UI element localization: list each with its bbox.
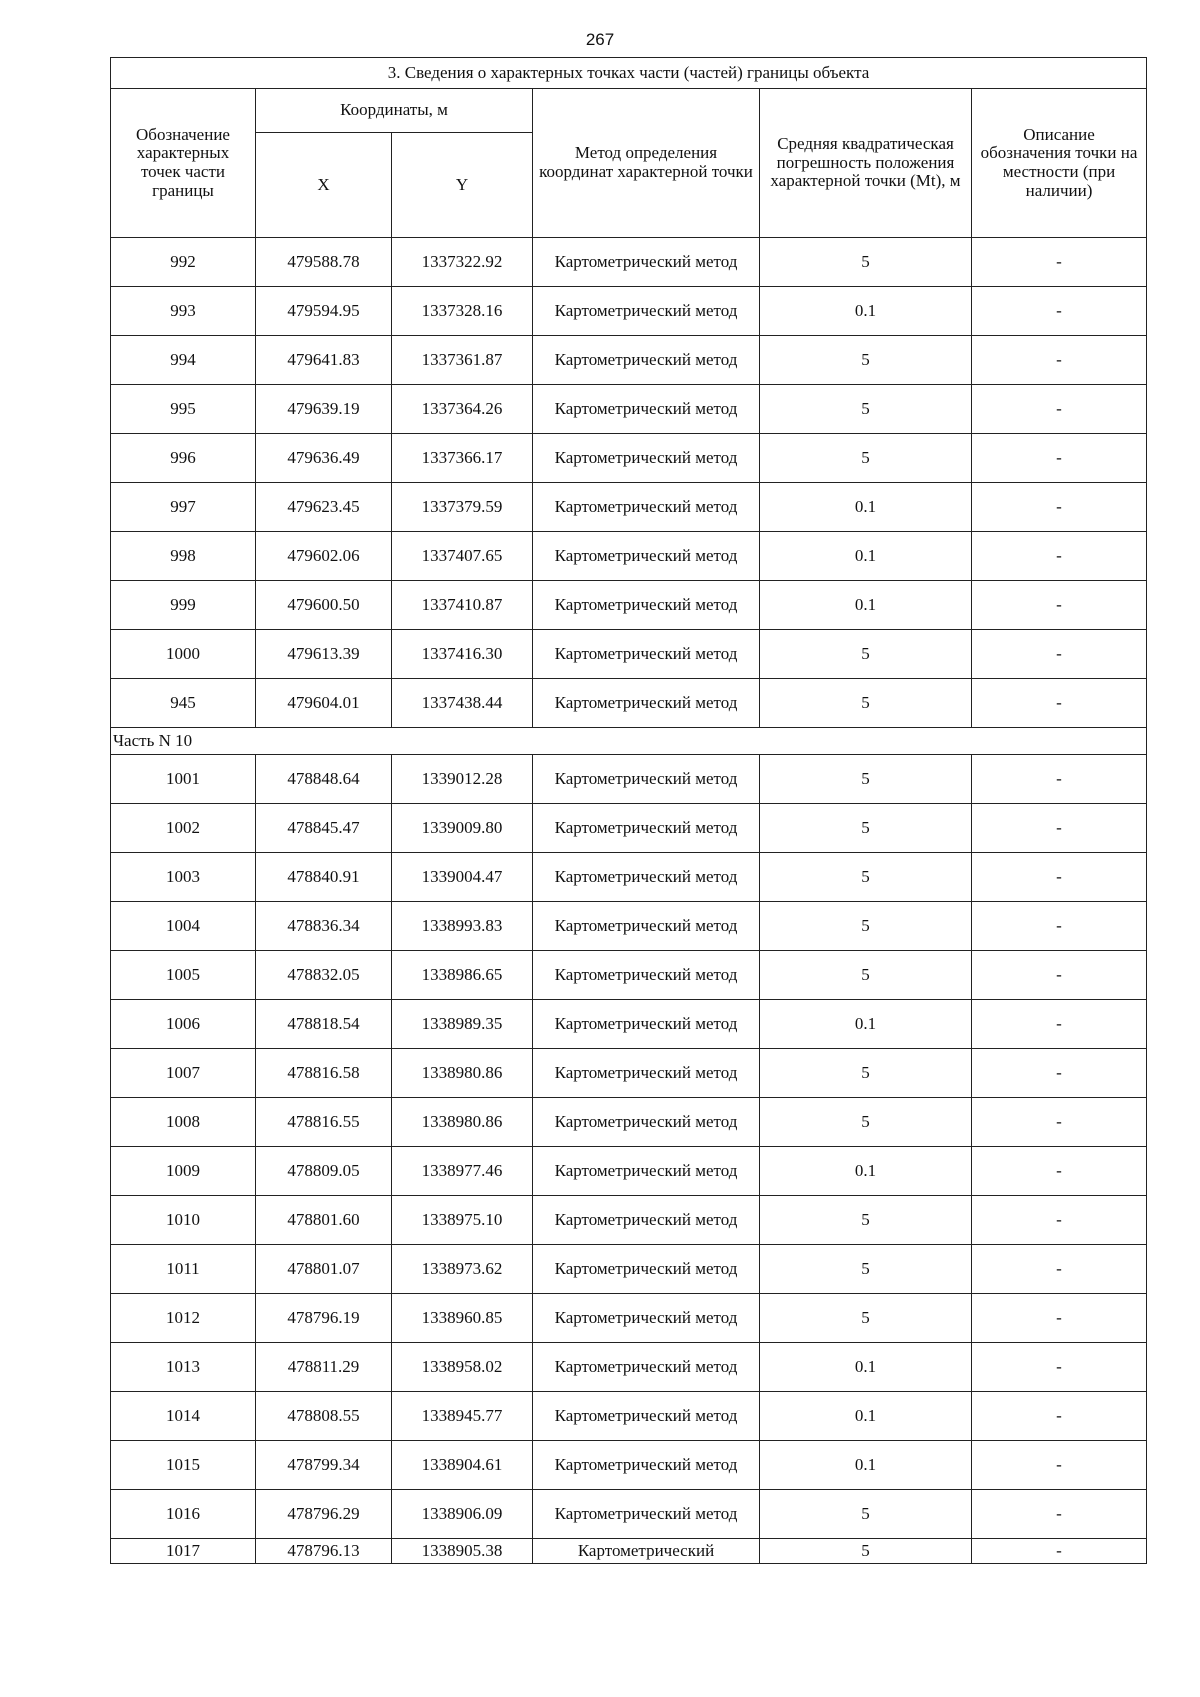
description-cell: -: [972, 385, 1147, 434]
table-row: [111, 1000, 1147, 1049]
point-id-cell: 1017: [111, 1539, 256, 1564]
point-id-cell: 1003: [111, 853, 256, 902]
method-cell: [533, 532, 760, 581]
method-cell-text: Картометрический метод: [554, 595, 738, 615]
x-coordinate-cell: 478796.19: [256, 1294, 392, 1343]
point-id-cell: 993: [111, 287, 256, 336]
method-cell-text: Картометрический метод: [554, 1259, 738, 1279]
description-cell: -: [972, 951, 1147, 1000]
table-row: [111, 287, 1147, 336]
error-cell: 5: [760, 1245, 972, 1294]
table-row: [111, 532, 1147, 581]
x-coordinate-cell: 478818.54: [256, 1000, 392, 1049]
method-cell: [533, 755, 760, 804]
y-coordinate-cell: 1338986.65: [392, 951, 533, 1000]
description-cell: -: [972, 238, 1147, 287]
point-id-cell: 1014: [111, 1392, 256, 1441]
method-cell-text: Картометрический метод: [554, 546, 738, 566]
description-cell: -: [972, 1343, 1147, 1392]
method-cell-text: Картометрический метод: [554, 301, 738, 321]
y-coordinate-cell: 1337328.16: [392, 287, 533, 336]
description-cell: -: [972, 1490, 1147, 1539]
method-cell-text: Картометрический метод: [554, 818, 738, 838]
error-cell: 5: [760, 902, 972, 951]
point-id-cell: 1011: [111, 1245, 256, 1294]
y-coordinate-cell: 1338905.38: [392, 1539, 533, 1564]
method-cell-text: Картометрический метод: [554, 693, 738, 713]
method-cell: [533, 1000, 760, 1049]
method-cell: [533, 1294, 760, 1343]
point-id-cell: 1002: [111, 804, 256, 853]
point-id-cell: 1010: [111, 1196, 256, 1245]
error-cell: 5: [760, 238, 972, 287]
error-cell: 5: [760, 1294, 972, 1343]
y-coordinate-cell: 1338958.02: [392, 1343, 533, 1392]
description-cell: -: [972, 853, 1147, 902]
error-cell: 5: [760, 951, 972, 1000]
point-id-cell: 1009: [111, 1147, 256, 1196]
method-cell: [533, 853, 760, 902]
table-title: 3. Сведения о характерных точках части (частей) границы объекта: [111, 58, 1147, 89]
description-cell: -: [972, 804, 1147, 853]
method-cell: [533, 385, 760, 434]
method-cell: [533, 1539, 760, 1564]
point-id-cell: 999: [111, 581, 256, 630]
table-row: [111, 1392, 1147, 1441]
x-coordinate-cell: 478796.13: [256, 1539, 392, 1564]
point-id-cell: 992: [111, 238, 256, 287]
table-row: [111, 951, 1147, 1000]
x-coordinate-cell: 478845.47: [256, 804, 392, 853]
error-cell: 5: [760, 1539, 972, 1564]
error-cell: 5: [760, 1490, 972, 1539]
description-cell: -: [972, 1049, 1147, 1098]
method-cell-text: Картометрический метод: [554, 1455, 738, 1475]
method-cell: [533, 1098, 760, 1147]
description-cell: -: [972, 1147, 1147, 1196]
y-coordinate-cell: 1338960.85: [392, 1294, 533, 1343]
page-number: 267: [585, 30, 615, 49]
error-cell: 5: [760, 1196, 972, 1245]
y-coordinate-cell: 1338906.09: [392, 1490, 533, 1539]
header-method: Метод определения координат характерной точки: [533, 89, 760, 238]
table-row: [111, 1098, 1147, 1147]
point-id-cell: 1006: [111, 1000, 256, 1049]
method-cell-text: Картометрический метод: [554, 497, 738, 517]
method-cell: [533, 951, 760, 1000]
error-cell: 5: [760, 385, 972, 434]
x-coordinate-cell: 478816.55: [256, 1098, 392, 1147]
y-coordinate-cell: 1337366.17: [392, 434, 533, 483]
method-cell-text: Картометрический метод: [554, 1063, 738, 1083]
table-row: [111, 1245, 1147, 1294]
point-id-cell: 1008: [111, 1098, 256, 1147]
table-row: [111, 679, 1147, 728]
x-coordinate-cell: 478832.05: [256, 951, 392, 1000]
description-cell: -: [972, 1245, 1147, 1294]
method-cell: [533, 1490, 760, 1539]
method-cell: [533, 902, 760, 951]
method-cell-text: Картометрический метод: [554, 1308, 738, 1328]
method-cell: [533, 581, 760, 630]
x-coordinate-cell: 478836.34: [256, 902, 392, 951]
method-cell: [533, 434, 760, 483]
table-row: [111, 902, 1147, 951]
point-id-cell: 1005: [111, 951, 256, 1000]
description-cell: -: [972, 532, 1147, 581]
x-coordinate-cell: 479594.95: [256, 287, 392, 336]
y-coordinate-cell: 1339004.47: [392, 853, 533, 902]
x-coordinate-cell: 478801.07: [256, 1245, 392, 1294]
method-cell: [533, 1147, 760, 1196]
error-cell: 5: [760, 1098, 972, 1147]
point-id-cell: 998: [111, 532, 256, 581]
table-row: [111, 385, 1147, 434]
point-id-cell: 1012: [111, 1294, 256, 1343]
y-coordinate-cell: 1337322.92: [392, 238, 533, 287]
method-cell-text: Картометрический метод: [554, 1504, 738, 1524]
point-id-cell: 1013: [111, 1343, 256, 1392]
method-cell: [533, 1196, 760, 1245]
section-row: [111, 728, 1147, 755]
y-coordinate-cell: 1338993.83: [392, 902, 533, 951]
error-cell: 0.1: [760, 1392, 972, 1441]
description-cell: -: [972, 581, 1147, 630]
y-coordinate-cell: 1337407.65: [392, 532, 533, 581]
error-cell: 5: [760, 853, 972, 902]
table-row: [111, 755, 1147, 804]
method-cell: [533, 1245, 760, 1294]
table-row: [111, 853, 1147, 902]
error-cell: 0.1: [760, 581, 972, 630]
description-cell: -: [972, 1392, 1147, 1441]
section-label: Часть N 10: [111, 728, 1147, 755]
y-coordinate-cell: 1338904.61: [392, 1441, 533, 1490]
y-coordinate-cell: 1337410.87: [392, 581, 533, 630]
method-cell: [533, 287, 760, 336]
table-row: [111, 1441, 1147, 1490]
point-id-cell: 1001: [111, 755, 256, 804]
x-coordinate-cell: 478816.58: [256, 1049, 392, 1098]
header-x: X: [256, 133, 392, 238]
table-row: [111, 483, 1147, 532]
error-cell: 0.1: [760, 1000, 972, 1049]
y-coordinate-cell: 1338977.46: [392, 1147, 533, 1196]
method-cell-text: Картометрический метод: [554, 448, 738, 468]
point-id-cell: 996: [111, 434, 256, 483]
y-coordinate-cell: 1338975.10: [392, 1196, 533, 1245]
error-cell: 0.1: [760, 1147, 972, 1196]
method-cell: [533, 1049, 760, 1098]
table-row: [111, 630, 1147, 679]
y-coordinate-cell: 1338973.62: [392, 1245, 533, 1294]
table-row: [111, 1539, 1147, 1564]
x-coordinate-cell: 478808.55: [256, 1392, 392, 1441]
description-cell: -: [972, 483, 1147, 532]
method-cell-text: Картометрический метод: [554, 252, 738, 272]
y-coordinate-cell: 1339012.28: [392, 755, 533, 804]
description-cell: -: [972, 630, 1147, 679]
point-id-cell: 1007: [111, 1049, 256, 1098]
method-cell-text: Картометрический: [577, 1541, 715, 1561]
method-cell-text: Картометрический метод: [554, 1161, 738, 1181]
y-coordinate-cell: 1338980.86: [392, 1049, 533, 1098]
description-cell: -: [972, 1441, 1147, 1490]
y-coordinate-cell: 1339009.80: [392, 804, 533, 853]
x-coordinate-cell: 478811.29: [256, 1343, 392, 1392]
table-row: [111, 1490, 1147, 1539]
method-cell-text: Картометрический метод: [554, 965, 738, 985]
point-id-cell: 994: [111, 336, 256, 385]
method-cell-text: Картометрический метод: [554, 1210, 738, 1230]
header-designation: Обозначение характерных точек части границы: [111, 89, 256, 238]
boundary-points-table: [110, 57, 1147, 1564]
error-cell: 0.1: [760, 1343, 972, 1392]
method-cell: [533, 483, 760, 532]
description-cell: -: [972, 679, 1147, 728]
method-cell: [533, 630, 760, 679]
x-coordinate-cell: 478796.29: [256, 1490, 392, 1539]
point-id-cell: 1016: [111, 1490, 256, 1539]
table-row: [111, 1294, 1147, 1343]
y-coordinate-cell: 1337379.59: [392, 483, 533, 532]
method-cell-text: Картометрический метод: [554, 350, 738, 370]
method-cell: [533, 1441, 760, 1490]
x-coordinate-cell: 479588.78: [256, 238, 392, 287]
table-row: [111, 581, 1147, 630]
error-cell: 5: [760, 804, 972, 853]
description-cell: -: [972, 902, 1147, 951]
y-coordinate-cell: 1337416.30: [392, 630, 533, 679]
point-id-cell: 945: [111, 679, 256, 728]
x-coordinate-cell: 478799.34: [256, 1441, 392, 1490]
description-cell: -: [972, 1000, 1147, 1049]
method-cell-text: Картометрический метод: [554, 1357, 738, 1377]
method-cell: [533, 1343, 760, 1392]
point-id-cell: 995: [111, 385, 256, 434]
x-coordinate-cell: 479623.45: [256, 483, 392, 532]
error-cell: 5: [760, 1049, 972, 1098]
description-cell: -: [972, 336, 1147, 385]
error-cell: 0.1: [760, 532, 972, 581]
description-cell: -: [972, 1294, 1147, 1343]
table-row: [111, 1343, 1147, 1392]
x-coordinate-cell: 479613.39: [256, 630, 392, 679]
x-coordinate-cell: 479604.01: [256, 679, 392, 728]
point-id-cell: 1004: [111, 902, 256, 951]
header-row: [111, 89, 1147, 133]
x-coordinate-cell: 479636.49: [256, 434, 392, 483]
y-coordinate-cell: 1338989.35: [392, 1000, 533, 1049]
x-coordinate-cell: 478801.60: [256, 1196, 392, 1245]
method-cell: [533, 336, 760, 385]
error-cell: 5: [760, 755, 972, 804]
y-coordinate-cell: 1338945.77: [392, 1392, 533, 1441]
error-cell: 0.1: [760, 287, 972, 336]
header-error: Средняя квадратическая погрешность положения характерной точки (Mt), м: [760, 89, 972, 238]
x-coordinate-cell: 479602.06: [256, 532, 392, 581]
method-cell-text: Картометрический метод: [554, 399, 738, 419]
error-cell: 5: [760, 630, 972, 679]
method-cell-text: Картометрический метод: [554, 644, 738, 664]
description-cell: -: [972, 1196, 1147, 1245]
error-cell: 5: [760, 336, 972, 385]
method-cell-text: Картометрический метод: [554, 867, 738, 887]
table-row: [111, 336, 1147, 385]
table-title-row: [111, 58, 1147, 89]
method-cell-text: Картометрический метод: [554, 769, 738, 789]
description-cell: -: [972, 1098, 1147, 1147]
method-cell: [533, 238, 760, 287]
header-description: Описание обозначения точки на местности (при наличии): [972, 89, 1147, 238]
point-id-cell: 997: [111, 483, 256, 532]
point-id-cell: 1015: [111, 1441, 256, 1490]
error-cell: 0.1: [760, 1441, 972, 1490]
method-cell-text: Картометрический метод: [554, 1406, 738, 1426]
y-coordinate-cell: 1337438.44: [392, 679, 533, 728]
y-coordinate-cell: 1337364.26: [392, 385, 533, 434]
method-cell-text: Картометрический метод: [554, 916, 738, 936]
description-cell: -: [972, 434, 1147, 483]
x-coordinate-cell: 479639.19: [256, 385, 392, 434]
table-row: [111, 1147, 1147, 1196]
table-row: [111, 434, 1147, 483]
method-cell: [533, 804, 760, 853]
x-coordinate-cell: 478809.05: [256, 1147, 392, 1196]
y-coordinate-cell: 1337361.87: [392, 336, 533, 385]
x-coordinate-cell: 478840.91: [256, 853, 392, 902]
table-row: [111, 1049, 1147, 1098]
description-cell: -: [972, 755, 1147, 804]
method-cell: [533, 679, 760, 728]
table-row: [111, 238, 1147, 287]
x-coordinate-cell: 479641.83: [256, 336, 392, 385]
description-cell: -: [972, 1539, 1147, 1564]
description-cell: -: [972, 287, 1147, 336]
method-cell: [533, 1392, 760, 1441]
method-cell-text: Картометрический метод: [554, 1112, 738, 1132]
header-coordinates: Координаты, м: [256, 89, 533, 133]
header-y: Y: [392, 133, 533, 238]
method-cell-text: Картометрический метод: [554, 1014, 738, 1034]
error-cell: 5: [760, 679, 972, 728]
y-coordinate-cell: 1338980.86: [392, 1098, 533, 1147]
error-cell: 5: [760, 434, 972, 483]
x-coordinate-cell: 479600.50: [256, 581, 392, 630]
table-row: [111, 1196, 1147, 1245]
table-row: [111, 804, 1147, 853]
x-coordinate-cell: 478848.64: [256, 755, 392, 804]
error-cell: 0.1: [760, 483, 972, 532]
point-id-cell: 1000: [111, 630, 256, 679]
